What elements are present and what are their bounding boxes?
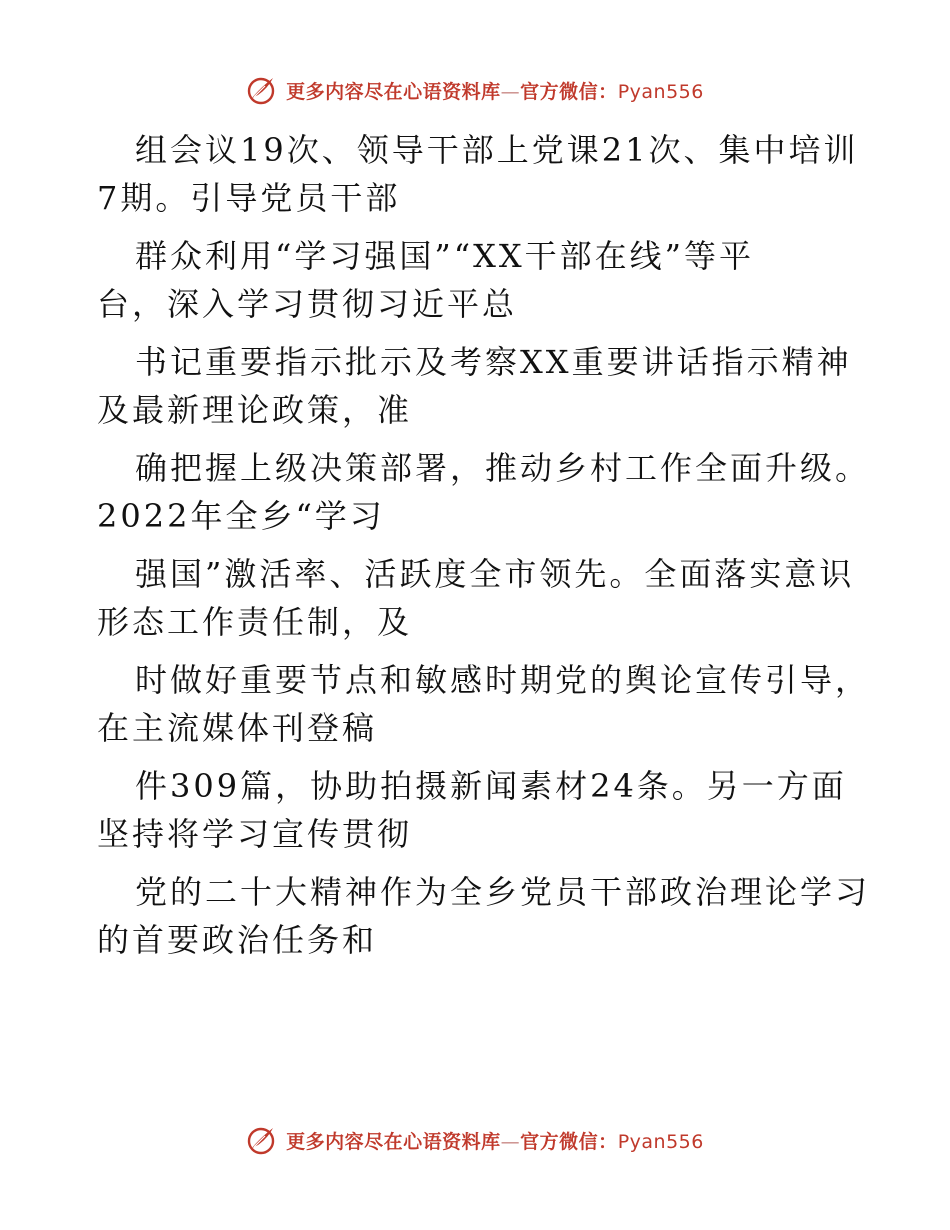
text-line: 确把握上级决策部署，推动乡村工作全面升级。 [135,449,871,487]
quill-seal-icon [246,74,278,106]
watermark-label: 官方微信： [520,80,618,103]
paragraph [97,232,857,328]
text-line: 7期。引导党员干部 [97,179,401,217]
text-line: 2022年全乡“学习 [97,497,385,535]
watermark-handle: Pyan556 [617,80,704,103]
text-line: 党的二十大精神作为全乡党员干部政治理论学习 [135,873,871,911]
text-line: 及最新理论政策，准 [97,391,413,429]
watermark-text [286,77,704,104]
watermark-dash: — [500,1130,521,1153]
paragraph [97,762,857,858]
text-line: 书记重要指示批示及考察XX重要讲话指示精神 [135,343,852,381]
text-line: 组会议19次、领导干部上党课21次、集中培训 [135,131,859,169]
watermark-site: 更多内容尽在心语资料库 [286,1130,501,1153]
paragraph [97,550,857,646]
text-line: 件309篇，协助拍摄新闻素材24条。另一方面 [135,767,847,805]
footer-watermark [0,1120,950,1160]
text-line: 台，深入学习贯彻习近平总 [97,285,518,323]
quill-seal-icon [246,1124,278,1156]
text-line: 在主流媒体刊登稿 [97,709,378,747]
document-body [97,126,871,964]
header-watermark [0,70,950,110]
paragraph [97,868,871,964]
text-line: 形态工作责任制，及 [97,603,413,641]
watermark-site: 更多内容尽在心语资料库 [286,80,501,103]
paragraph [97,126,857,222]
paragraph [97,656,871,752]
text-line: 的首要政治任务和 [97,921,378,959]
watermark-handle: Pyan556 [617,1130,704,1153]
watermark-dash: — [500,80,521,103]
text-line: 坚持将学习宣传贯彻 [97,815,413,853]
watermark-label: 官方微信： [520,1130,618,1153]
watermark-text [286,1127,704,1154]
text-line: 群众利用“学习强国”“XX干部在线”等平 [135,237,755,275]
text-line: 强国”激活率、活跃度全市领先。全面落实意识 [135,555,855,593]
text-line: 时做好重要节点和敏感时期党的舆论宣传引导， [135,661,871,699]
paragraph [97,444,871,540]
paragraph [97,338,857,434]
